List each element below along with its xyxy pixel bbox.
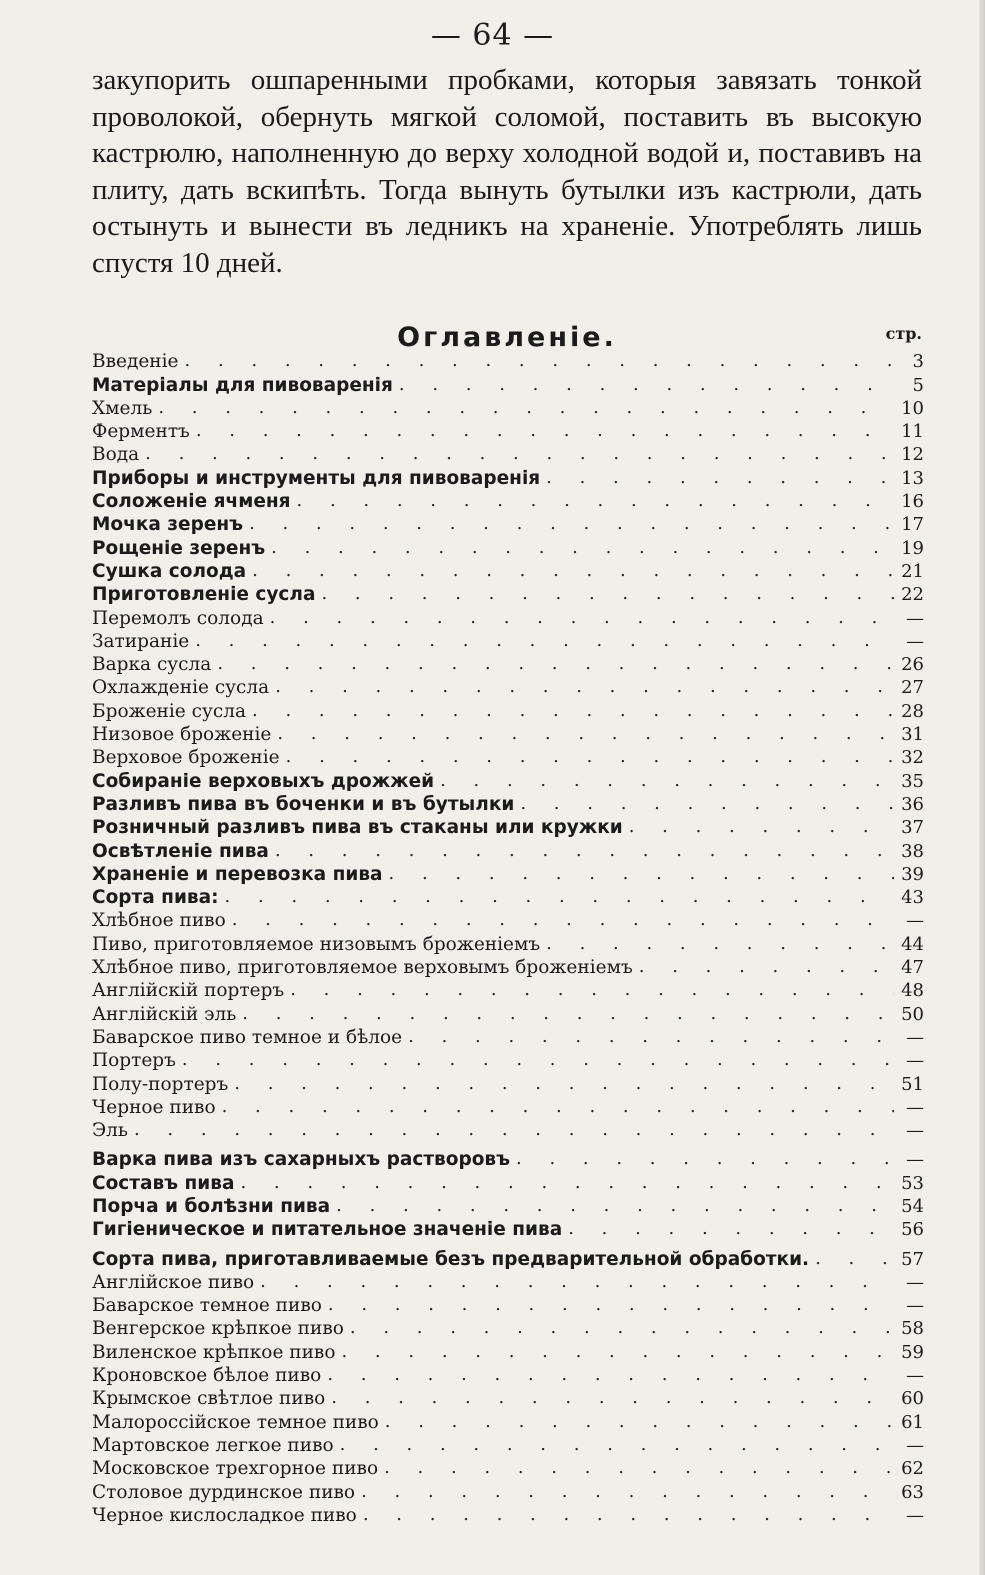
toc-entry: [92, 583, 924, 606]
toc-dot-leader: [379, 1412, 894, 1434]
toc-entry-page: 44: [901, 933, 924, 955]
toc-dot-leader: [357, 1505, 894, 1527]
toc-entry-label: Рощеніе зеренъ: [92, 537, 266, 559]
toc-entry-label: Варка пива изъ сахарныхъ растворовъ: [92, 1149, 511, 1171]
toc-entry: [92, 653, 924, 676]
toc-entry: [92, 1504, 924, 1527]
toc-dot-leader: [355, 1482, 894, 1504]
toc-entry-page: 59: [901, 1341, 924, 1363]
toc-dot-leader: [393, 375, 894, 397]
toc-entry-page: —: [906, 910, 924, 932]
toc-entry-page: —: [906, 1295, 924, 1317]
toc-entry-label: Англійское пиво: [92, 1271, 255, 1293]
toc-dot-leader: [623, 817, 894, 839]
toc-dot-leader: [378, 1458, 894, 1480]
toc-entry: [92, 1294, 924, 1317]
toc-dot-leader: [540, 468, 894, 490]
toc-entry: [92, 350, 924, 373]
body-paragraph: закупорить ошпаренными пробками, которыя завязать тонкой проволокой, обернуть мягкой соломой, поставить въ высокую кастрюлю, наполненную до верху холодной водой и, поставивъ на плиту, дать вскипѣть. Тогда вынуть бутылки изъ кастрюли, дать остынуть и вынести въ ледникъ на храненіе. Употреблять лишь спустя 10 дней.: [92, 64, 922, 279]
toc-entry-label: Верховое броженіе: [92, 747, 280, 769]
toc-entry: [92, 816, 924, 839]
toc-entry-page: 58: [901, 1318, 924, 1340]
toc-dot-leader: [325, 1388, 894, 1410]
toc-dot-leader: [243, 514, 894, 536]
toc-entry: [92, 699, 924, 722]
toc-entry-label: Полу-портеръ: [92, 1073, 229, 1095]
toc-entry: [92, 1218, 924, 1241]
toc-entry-label: Розничный разливъ пива въ стаканы или кружки: [92, 817, 623, 839]
toc-dot-leader: [321, 1365, 894, 1387]
toc-entry-page: 62: [901, 1458, 924, 1480]
toc-entry-label: Матеріалы для пивоваренія: [92, 374, 393, 396]
toc-dot-leader: [269, 841, 894, 863]
toc-dot-leader: [226, 910, 894, 932]
toc-entry-page: 38: [901, 840, 924, 862]
toc-entry-label: Пиво, приготовляемое низовымъ броженіемъ: [92, 933, 541, 955]
toc-entry-page: 37: [901, 817, 924, 839]
toc-dot-leader: [540, 934, 894, 956]
page-edge-shadow: [979, 0, 985, 1575]
toc-entry: [92, 793, 924, 816]
toc-dot-leader: [809, 1249, 894, 1271]
toc-entry: [92, 1026, 924, 1049]
toc-entry-label: Баварское пиво темное и бѣлое: [92, 1026, 403, 1048]
toc-entry-label: Введеніе: [92, 351, 179, 373]
toc-dot-leader: [271, 724, 894, 746]
toc-entry-page: —: [906, 630, 924, 652]
toc-entry-page: 54: [901, 1195, 924, 1217]
toc-dot-leader: [228, 1074, 894, 1096]
toc-dot-leader: [265, 538, 894, 560]
toc-entry-page: —: [906, 1271, 924, 1293]
toc-dot-leader: [514, 794, 894, 816]
toc-entry-label: Собираніе верховыхъ дрожжей: [92, 770, 435, 792]
toc-entry-label: Соложеніе ячменя: [92, 491, 291, 513]
toc-entry-label: Столовое дурдинское пиво: [92, 1481, 356, 1503]
toc-entry-page: 53: [901, 1172, 924, 1194]
toc-entry: [92, 932, 924, 955]
toc-entry-label: Мартовское легкое пиво: [92, 1434, 334, 1456]
toc-dot-leader: [344, 1318, 894, 1340]
toc-entry: [92, 979, 924, 1002]
toc-entry: [92, 676, 924, 699]
toc-dot-leader: [291, 491, 894, 513]
toc-entry-label: Низовое броженіе: [92, 724, 272, 746]
toc-entry-page: 35: [901, 770, 924, 792]
toc-entry: [92, 373, 924, 396]
toc-entry-page: 31: [901, 724, 924, 746]
toc-dot-leader: [334, 1435, 894, 1457]
toc-entry: [92, 560, 924, 583]
toc-entry-label: Охлажденіе сусла: [92, 677, 270, 699]
toc-entry: [92, 420, 924, 443]
toc-entry-label: Приготовленіе сусла: [92, 584, 316, 606]
toc-entry: [92, 863, 924, 886]
toc-entry: [92, 909, 924, 932]
toc-entry-label: Сорта пива, приготавливаемые безъ предварительной обработки.: [92, 1248, 810, 1270]
toc-dot-leader: [152, 398, 894, 420]
toc-entry: [92, 886, 924, 909]
toc-entry-page: —: [906, 1096, 924, 1118]
toc-entry-page: 56: [901, 1219, 924, 1241]
toc-dot-leader: [633, 957, 894, 979]
toc-dot-leader: [335, 1342, 894, 1364]
toc-entry-label: Черное пиво: [92, 1096, 216, 1118]
toc-entry-page: 17: [901, 514, 924, 536]
toc-entry-page: 36: [901, 793, 924, 815]
toc-dot-leader: [211, 654, 894, 676]
toc-entry-page: 16: [901, 491, 924, 513]
toc-entry-label: Мочка зеренъ: [92, 514, 244, 536]
toc-entry-label: Виленское крѣпкое пиво: [92, 1341, 336, 1363]
toc-dot-leader: [315, 584, 894, 606]
toc-dot-leader: [254, 1272, 894, 1294]
toc-page-column-label: стр.: [885, 324, 922, 343]
toc-entry: [92, 1387, 924, 1410]
page-number: — 64 —: [430, 18, 555, 53]
toc-dot-leader: [246, 561, 894, 583]
toc-entry: [92, 839, 924, 862]
toc-entry-label: Эль: [92, 1120, 128, 1142]
toc-dot-leader: [264, 608, 894, 630]
toc-entry-page: 28: [901, 700, 924, 722]
toc-dot-leader: [402, 1027, 894, 1049]
toc-entry-label: Сорта пива:: [92, 887, 219, 909]
toc-entry: [92, 1410, 924, 1433]
toc-entry: [92, 1364, 924, 1387]
toc-entry: [92, 1247, 924, 1270]
toc-entry: [92, 1002, 924, 1025]
toc-entry: [92, 746, 924, 769]
toc-entry-label: Приборы и инструменты для пивоваренія: [92, 467, 541, 489]
toc-dot-leader: [434, 771, 894, 793]
toc-dot-leader: [284, 980, 894, 1002]
toc-entry-label: Варка сусла: [92, 654, 212, 676]
toc-entry-page: 5: [912, 374, 924, 396]
toc-entry-label: Гигіеническое и питательное значеніе пива: [92, 1219, 563, 1241]
toc-entry-label: Освѣтленіе пива: [92, 840, 269, 862]
toc-entry: [92, 1119, 924, 1142]
toc-entry-label: Венгерское крѣпкое пиво: [92, 1318, 344, 1340]
toc-title: Оглавленіе.: [397, 322, 617, 353]
toc-entry-label: Перемолъ солода: [92, 607, 264, 629]
toc-entry-page: 48: [901, 980, 924, 1002]
toc-entry-page: —: [906, 1050, 924, 1072]
toc-entry-label: Баварское темное пиво: [92, 1295, 322, 1317]
toc-entry-label: Крымское свѣтлое пиво: [92, 1388, 326, 1410]
toc-dot-leader: [128, 1120, 894, 1142]
toc-dot-leader: [176, 1050, 894, 1072]
toc-entry: [92, 443, 924, 466]
toc-entry: [92, 1049, 924, 1072]
toc-entry-page: 60: [901, 1388, 924, 1410]
toc-entry-label: Вода: [92, 444, 140, 466]
toc-entry-page: 22: [901, 584, 924, 606]
toc-dot-leader: [236, 1004, 894, 1026]
toc-dot-leader: [322, 1295, 894, 1317]
toc-entry-label: Сушка солода: [92, 560, 247, 582]
toc-entry-page: —: [906, 1504, 924, 1526]
toc-dot-leader: [246, 701, 894, 723]
toc-dot-leader: [219, 887, 894, 909]
toc-dot-leader: [179, 351, 895, 373]
toc-dot-leader: [510, 1149, 894, 1171]
toc-dot-leader: [189, 631, 894, 653]
toc-entry-page: —: [906, 1434, 924, 1456]
toc-dot-leader: [190, 421, 894, 443]
toc-dot-leader: [139, 444, 894, 466]
toc-entry-label: Порча и болѣзни пива: [92, 1195, 331, 1217]
toc-dot-leader: [280, 747, 894, 769]
toc-entry-page: —: [906, 1365, 924, 1387]
toc-entry-label: Московское трехгорное пиво: [92, 1458, 379, 1480]
toc-entry: [92, 1480, 924, 1503]
toc-entry-label: Англійскій эль: [92, 1003, 237, 1025]
toc-entry-label: Малороссійское темное пиво: [92, 1411, 379, 1433]
toc-entry-label: Ферментъ: [92, 421, 190, 443]
toc-entry: [92, 490, 924, 513]
toc-entry: [92, 630, 924, 653]
toc-entry-page: 61: [901, 1411, 924, 1433]
toc-entry-page: 32: [901, 747, 924, 769]
toc-entry-label: Черное кислосладкое пиво: [92, 1504, 357, 1526]
toc-entry-page: 19: [901, 537, 924, 559]
toc-entry: [92, 1457, 924, 1480]
toc-entry-label: Портеръ: [92, 1050, 176, 1072]
toc-entry: [92, 1434, 924, 1457]
toc-entry-label: Хлѣбное пиво: [92, 910, 226, 932]
toc-entry: [92, 723, 924, 746]
toc-entry-page: 3: [912, 351, 924, 373]
toc-entry: [92, 466, 924, 489]
toc-entry-page: 57: [901, 1248, 924, 1270]
toc-entry: [92, 1072, 924, 1095]
toc-entry-label: Хмель: [92, 397, 153, 419]
toc-entry-page: —: [906, 607, 924, 629]
toc-entry-page: 63: [901, 1481, 924, 1503]
toc-entry-page: 27: [901, 677, 924, 699]
toc-entry-label: Разливъ пива въ боченки и въ бутылки: [92, 793, 515, 815]
toc-dot-leader: [383, 864, 894, 886]
toc-entry-label: Броженіе сусла: [92, 700, 247, 722]
toc-entry-page: 39: [901, 863, 924, 885]
toc-entry-page: 12: [901, 444, 924, 466]
toc-entry: [92, 1271, 924, 1294]
toc-entry-page: 13: [901, 467, 924, 489]
toc-entry: [92, 1096, 924, 1119]
toc-entry-label: Кроновское бѣлое пиво: [92, 1365, 322, 1387]
toc-entry: [92, 1340, 924, 1363]
toc-dot-leader: [562, 1219, 894, 1241]
toc-entry: [92, 1171, 924, 1194]
toc-entry: [92, 1148, 924, 1171]
toc-entry: [92, 536, 924, 559]
toc-dot-leader: [216, 1097, 894, 1119]
toc-entry: [92, 1195, 924, 1218]
toc-entry-page: —: [906, 1026, 924, 1048]
toc-entry-page: 43: [901, 887, 924, 909]
toc-entry-label: Составъ пива: [92, 1172, 235, 1194]
toc-entry-page: 50: [901, 1003, 924, 1025]
toc-entry-label: Хлѣбное пиво, приготовляемое верховымъ броженіемъ: [92, 957, 633, 979]
toc-entry-page: 51: [901, 1073, 924, 1095]
toc-entry-page: —: [906, 1120, 924, 1142]
toc-entry: [92, 1317, 924, 1340]
toc-entry: [92, 956, 924, 979]
toc-entry: [92, 606, 924, 629]
toc-dot-leader: [234, 1173, 894, 1195]
toc-entry-label: Англійскій портеръ: [92, 980, 285, 1002]
toc-entry: [92, 513, 924, 536]
toc-entry: [92, 769, 924, 792]
toc-entry-page: 10: [901, 397, 924, 419]
toc-dot-leader: [330, 1196, 894, 1218]
toc-dot-leader: [269, 677, 894, 699]
toc-entry-page: —: [906, 1149, 924, 1171]
toc-entry-label: Храненіе и перевозка пива: [92, 863, 383, 885]
toc-entry-page: 47: [901, 957, 924, 979]
toc-entry-page: 11: [901, 421, 924, 443]
toc-entry-page: 26: [901, 654, 924, 676]
toc-entry-page: 21: [901, 560, 924, 582]
toc-entry: [92, 397, 924, 420]
toc-list: [92, 350, 924, 1527]
toc-entry-label: Затираніе: [92, 630, 190, 652]
